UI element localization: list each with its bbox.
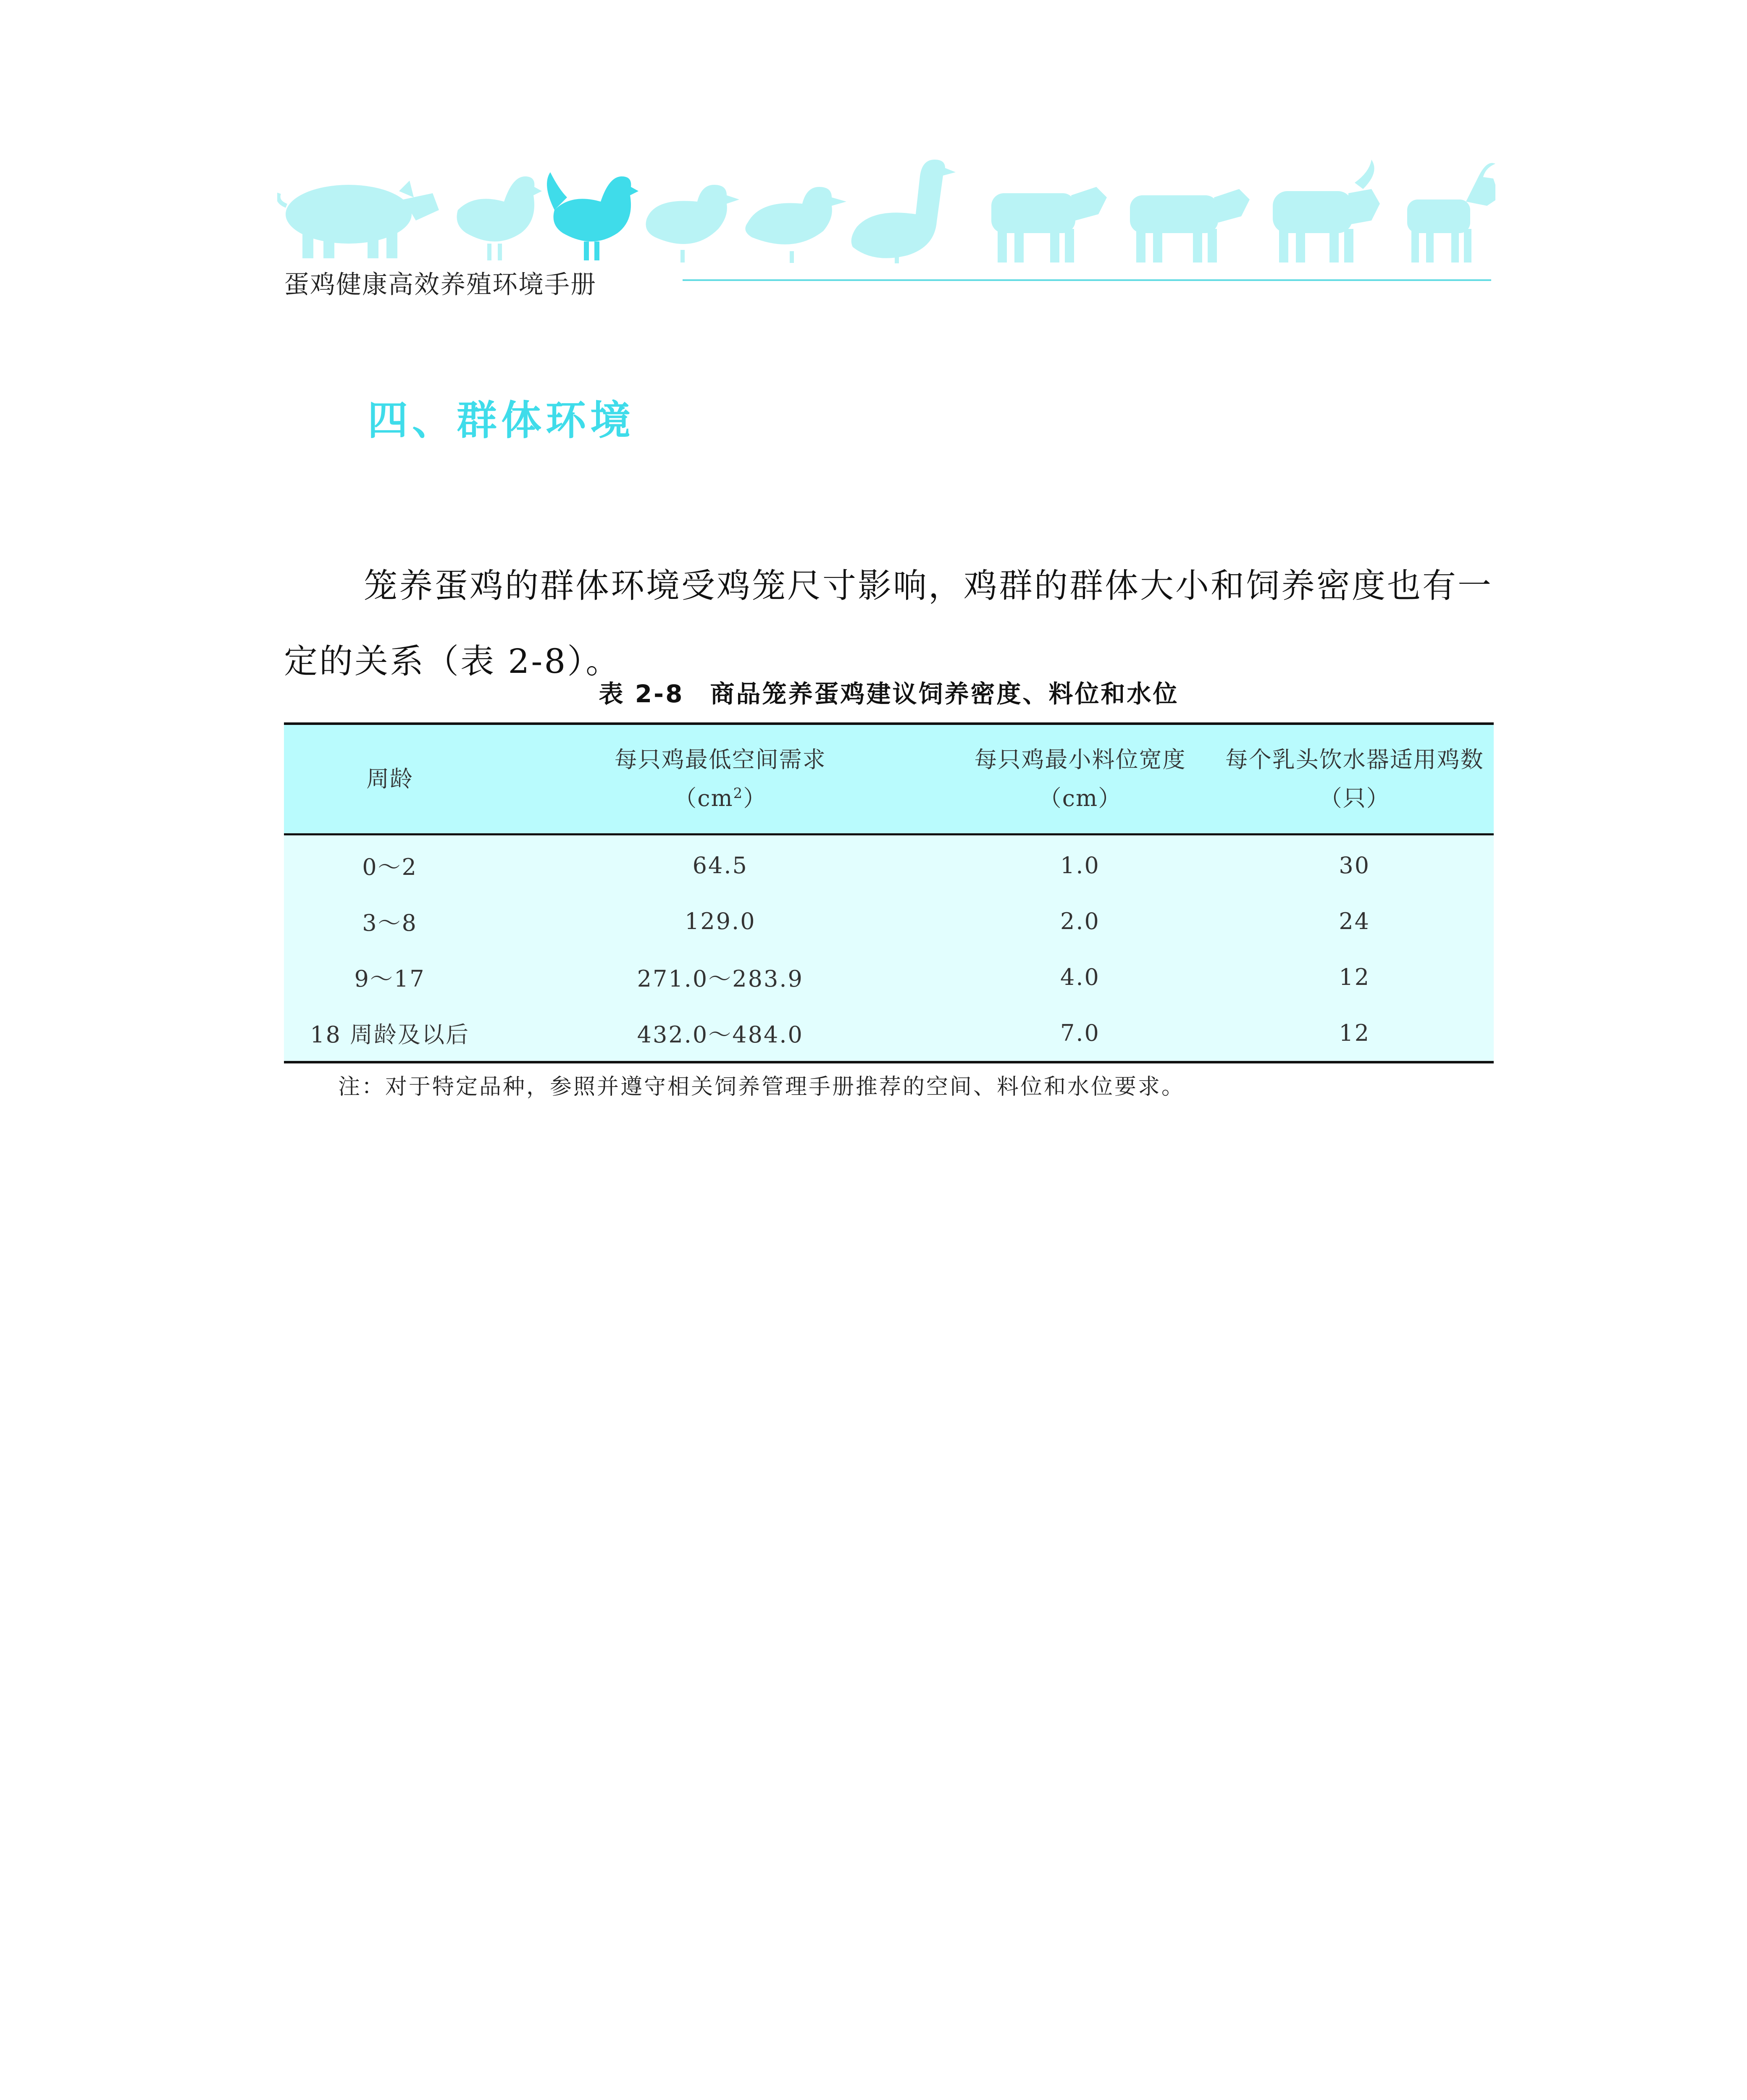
table-row	[284, 835, 1494, 894]
body-paragraph: 笼养蛋鸡的群体环境受鸡笼尺寸影响，鸡群的群体大小和饲养密度也有一定的关系（表 2-8）。	[284, 566, 1493, 681]
section-title: 四、群体环境	[368, 397, 635, 444]
cell-drinker: 12	[1339, 964, 1371, 990]
cell-space: 129.0	[684, 908, 756, 934]
pig-icon	[278, 181, 439, 258]
cell-age: 3～8	[362, 910, 418, 936]
header-space: 每只鸡最低空间需求 $(cm^2)$	[496, 724, 945, 835]
table-caption: 表 2-8 商品笼养蛋鸡建议饲养密度、料位和水位	[599, 680, 1179, 708]
header-rule	[683, 279, 1491, 281]
density-table	[284, 722, 1494, 1063]
cell-space: 64.5	[692, 852, 748, 879]
cell-feeder: 2.0	[1060, 908, 1100, 934]
cell-drinker: 30	[1339, 852, 1371, 879]
cell-space: 271.0～283.9	[637, 966, 804, 992]
goose-icon	[851, 160, 956, 263]
cow-icon	[991, 187, 1107, 262]
header-age: 周龄	[284, 724, 496, 835]
table-note: 注：对于特定品种，参照并遵守相关饲养管理手册推荐的空间、料位和水位要求。	[338, 1074, 1185, 1100]
cell-age: 0～2	[362, 854, 418, 880]
duck-icon	[745, 187, 846, 263]
buffalo-icon	[1273, 160, 1380, 262]
goat-icon	[1407, 163, 1495, 262]
table-row	[284, 949, 1494, 1005]
header-animal-icons	[277, 155, 1495, 265]
table-row	[284, 893, 1494, 949]
table-row	[284, 1005, 1494, 1062]
cell-feeder: 7.0	[945, 1005, 1215, 1062]
cell-age: 9～17	[354, 966, 426, 992]
header-drinker: 每个乳头饮水器适用鸡数 （只）	[1216, 724, 1494, 835]
cell-drinker: 12	[1216, 1005, 1494, 1062]
cell-age: 18 周龄及以后	[284, 1005, 496, 1062]
hen-icon	[457, 176, 542, 260]
cell-space: 432.0～484.0	[496, 1005, 945, 1062]
cow-icon	[1130, 189, 1250, 262]
cell-feeder: 1.0	[1060, 852, 1100, 879]
header-feeder: 每只鸡最小料位宽度 （cm）	[945, 724, 1215, 835]
table-header-row	[284, 724, 1494, 835]
book-title: 蛋鸡健康高效养殖环境手册	[284, 270, 596, 299]
hen-icon-highlight	[547, 172, 638, 260]
cell-feeder: 4.0	[1060, 964, 1100, 990]
duck-icon	[646, 185, 740, 262]
cell-drinker: 24	[1339, 908, 1371, 934]
